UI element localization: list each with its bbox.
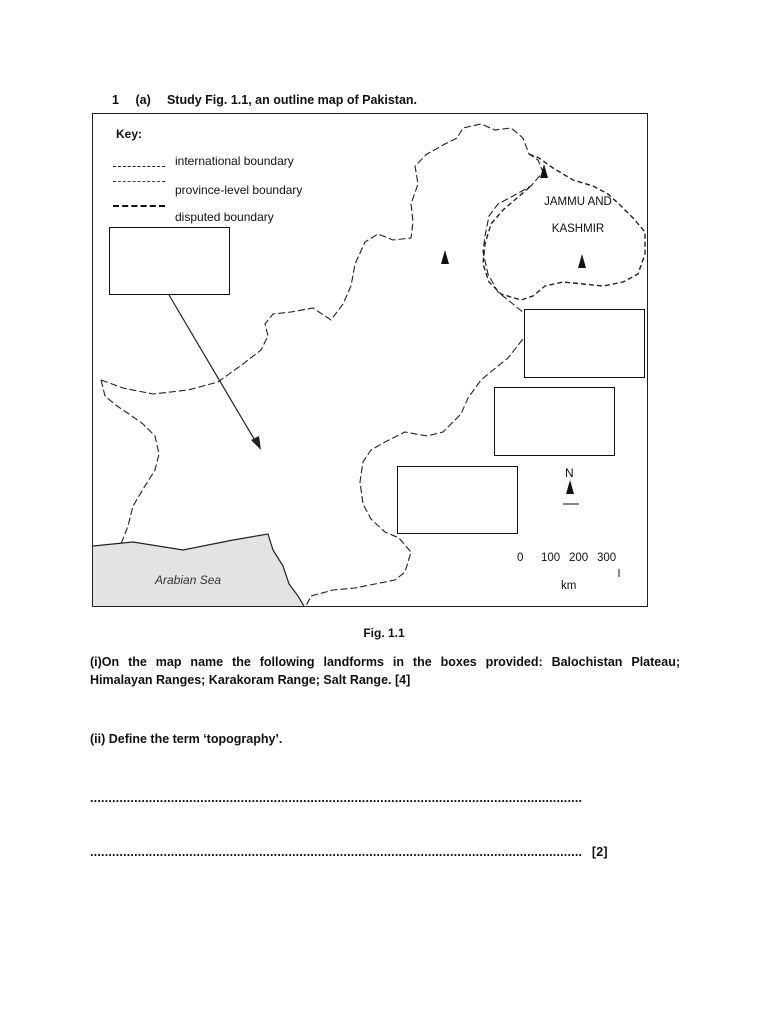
- key-label-disputed: disputed boundary: [175, 210, 274, 224]
- scale-unit: km: [561, 580, 577, 592]
- pointer-arrow-line: [169, 295, 257, 444]
- answer-line-2[interactable]: [90, 845, 608, 859]
- scale-tick-200: 200: [569, 552, 589, 564]
- peak-marker-2: [540, 164, 548, 178]
- peak-marker-3: [578, 254, 586, 268]
- region-label-kashmir: KASHMIR: [551, 223, 605, 235]
- answer-line-1[interactable]: ......................................................................................................................................: [90, 791, 583, 805]
- instruction-part-i: (i)On the map name the following landforms in the boxes provided: Balochistan Plateau; Himalayan Ranges; Karakoram Range; Salt Range. [4]: [90, 655, 680, 687]
- question-heading: [112, 93, 417, 107]
- scale-tick-300: 300: [597, 552, 617, 564]
- scale-tick-100: 100: [541, 552, 561, 564]
- answer-box-4[interactable]: [397, 466, 518, 534]
- answer-marks: [2]: [591, 845, 608, 859]
- north-label: N: [565, 466, 574, 480]
- scale-tick-0: 0: [517, 552, 524, 564]
- answer-line-2-dots: ......................................................................................................................................: [90, 845, 583, 859]
- question-heading-text: Study Fig. 1.1, an outline map of Pakistan.: [166, 93, 418, 107]
- question-number: 1: [112, 93, 119, 107]
- key-label-province: province-level boundary: [175, 183, 303, 197]
- key-line-province: [113, 181, 165, 182]
- pointer-arrow-head: [251, 436, 261, 450]
- instruction-part-ii: (ii) Define the term ‘topography’.: [90, 732, 283, 746]
- key-line-international: [113, 166, 165, 167]
- region-label-jammu: JAMMU AND: [544, 196, 612, 208]
- peak-marker-1: [441, 250, 449, 264]
- answer-box-3[interactable]: [494, 387, 615, 456]
- international-boundary-west: [101, 380, 159, 544]
- outline-map: [92, 113, 648, 607]
- answer-box-1[interactable]: [109, 227, 230, 295]
- arabian-sea-area: [93, 534, 305, 607]
- figure-caption: Fig. 1.1: [363, 626, 405, 640]
- international-boundary: [101, 124, 543, 607]
- sea-label: Arabian Sea: [155, 573, 222, 587]
- question-part: (a): [135, 93, 151, 107]
- key-title: Key:: [116, 127, 143, 141]
- answer-box-2[interactable]: [524, 309, 645, 378]
- key-label-international: international boundary: [175, 154, 294, 168]
- north-arrow: [566, 480, 574, 494]
- key-line-disputed: [113, 205, 165, 207]
